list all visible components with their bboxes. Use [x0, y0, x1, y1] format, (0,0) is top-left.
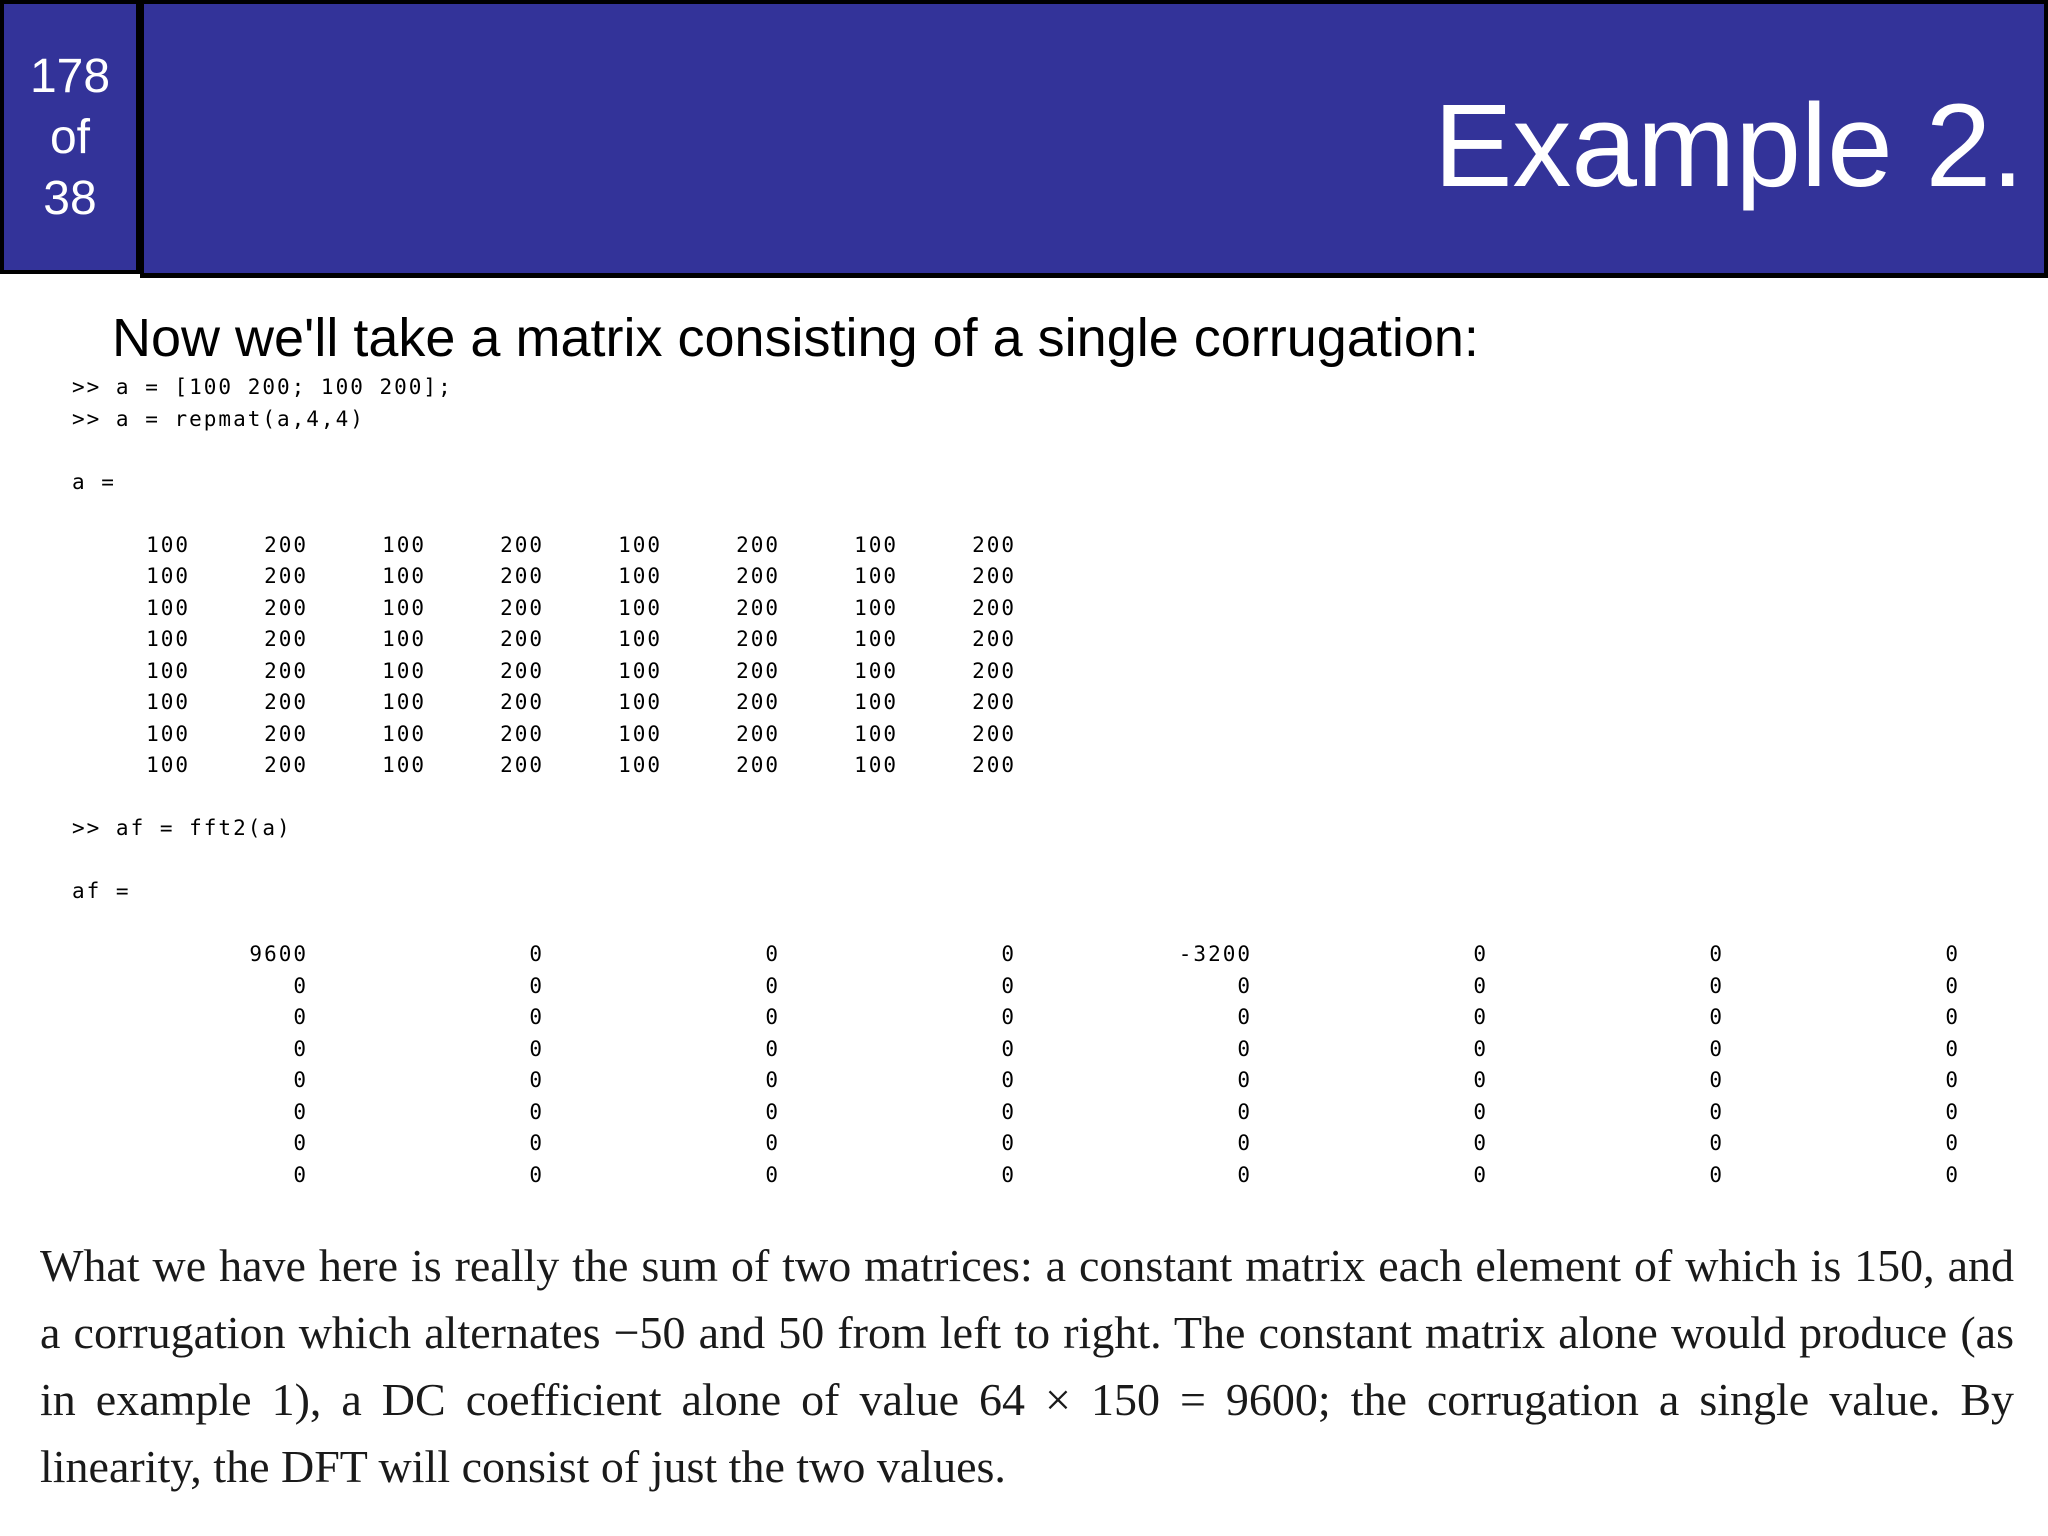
matrix-row [72, 1034, 2012, 1066]
matrix-cell: 0 [1473, 1036, 1488, 1061]
matrix-cell: 100 [146, 690, 190, 714]
console-output-label: a = [72, 469, 116, 494]
matrix-cell: 100 [618, 690, 662, 714]
matrix-cell: 100 [618, 627, 662, 651]
matrix-cell: 0 [1945, 1131, 1960, 1155]
matrix-cell: 100 [854, 690, 898, 714]
matrix-cell: 0 [1001, 973, 1016, 998]
matrix-row [72, 624, 2012, 656]
matrix-cell: 200 [736, 595, 780, 620]
matrix-cell: 200 [736, 753, 780, 777]
matrix-cell: 0 [1945, 1099, 1960, 1124]
matrix-cell: 200 [500, 532, 544, 557]
matrix-cell: 200 [736, 658, 780, 683]
matrix-cell: 200 [736, 721, 780, 746]
matrix-row [72, 1097, 2012, 1129]
matrix-cell: 0 [1709, 942, 1724, 966]
matrix-cell: 100 [618, 564, 662, 588]
matrix-cell: 100 [382, 721, 426, 746]
matrix-cell: 100 [146, 564, 190, 588]
matrix-cell: 0 [1001, 1068, 1016, 1092]
matrix-cell: 0 [1237, 1131, 1252, 1155]
intro-text: Now we'll take a matrix consisting of a single corrugation: [112, 308, 1479, 368]
matrix-cell: 200 [500, 627, 544, 651]
matrix-cell: 0 [1945, 1005, 1960, 1029]
matrix-cell: 0 [1473, 1162, 1488, 1187]
matrix-cell: 200 [972, 595, 1016, 620]
matrix-cell: 0 [529, 973, 544, 998]
matrix-cell: 100 [618, 532, 662, 557]
matrix-cell: 0 [529, 1036, 544, 1061]
matrix-cell: 100 [146, 753, 190, 777]
matrix-cell: 0 [293, 1099, 308, 1124]
matrix-cell: 0 [1709, 1099, 1724, 1124]
matrix-cell: 100 [854, 658, 898, 683]
matrix-cell: 200 [264, 690, 308, 714]
matrix-row [72, 1065, 2012, 1097]
matrix-cell: 0 [1001, 1162, 1016, 1187]
matrix-cell: 0 [293, 1005, 308, 1029]
matrix-cell: 0 [765, 1068, 780, 1092]
matrix-row [72, 939, 2012, 971]
matrix-cell: 0 [765, 973, 780, 998]
matrix-cell: 200 [972, 532, 1016, 557]
matrix-cell: 0 [293, 1036, 308, 1061]
matrix-cell: 200 [736, 690, 780, 714]
matrix-row [72, 1160, 2012, 1192]
matrix-cell: 0 [1709, 1005, 1724, 1029]
matrix-cell: 0 [1237, 1099, 1252, 1124]
matlab-console [72, 372, 2012, 1191]
matrix-cell: 200 [972, 753, 1016, 777]
slide-counter [0, 0, 140, 274]
matrix-cell: 0 [1237, 973, 1252, 998]
matrix-cell: 200 [264, 721, 308, 746]
matrix-row [72, 593, 2012, 625]
matrix-cell: 0 [1001, 1099, 1016, 1124]
console-output-label: af = [72, 879, 131, 903]
paragraph-text: What we have here is really the sum of two matrices: a constant matrix each element of which is 150, and a corrugation which alternates −50 and 50 from left to right. The constant matrix alone would produce (as in example 1), a DC coefficient alone of value 64 × 150 = 9600; the corrugation a single value. By linearity, the DFT will consist of just the two values. [40, 1240, 2014, 1492]
matrix-cell: 100 [618, 753, 662, 777]
console-command: >> a = repmat(a,4,4) [72, 406, 365, 431]
matrix-cell: 200 [264, 658, 308, 683]
matrix-cell: 0 [765, 1005, 780, 1029]
matrix-cell: 0 [765, 1099, 780, 1124]
matrix-cell: 100 [382, 564, 426, 588]
title-bar [140, 0, 2048, 278]
matrix-cell: -3200 [1178, 942, 1252, 966]
matrix-a [72, 530, 2012, 782]
matrix-af [72, 939, 2012, 1191]
matrix-cell: 100 [854, 753, 898, 777]
matrix-cell: 0 [1709, 973, 1724, 998]
matrix-cell: 200 [500, 690, 544, 714]
matrix-cell: 0 [293, 973, 308, 998]
matrix-cell: 200 [264, 627, 308, 651]
matrix-cell: 0 [1709, 1036, 1724, 1061]
matrix-cell: 0 [1473, 1005, 1488, 1029]
matrix-row [72, 561, 2012, 593]
matrix-cell: 100 [618, 721, 662, 746]
matrix-cell: 100 [146, 595, 190, 620]
matrix-cell: 100 [146, 658, 190, 683]
console-command: >> a = [100 200; 100 200]; [72, 375, 453, 399]
matrix-cell: 0 [1945, 942, 1960, 966]
matrix-cell: 0 [293, 1068, 308, 1092]
matrix-cell: 0 [765, 942, 780, 966]
matrix-cell: 0 [529, 1162, 544, 1187]
matrix-cell: 0 [529, 1068, 544, 1092]
matrix-row [72, 687, 2012, 719]
matrix-cell: 0 [1709, 1131, 1724, 1155]
matrix-cell: 200 [972, 690, 1016, 714]
matrix-cell: 0 [765, 1036, 780, 1061]
matrix-cell: 100 [854, 564, 898, 588]
matrix-cell: 0 [1001, 1036, 1016, 1061]
matrix-cell: 0 [1237, 1068, 1252, 1092]
matrix-cell: 200 [972, 627, 1016, 651]
matrix-cell: 200 [264, 564, 308, 588]
matrix-cell: 0 [1001, 1005, 1016, 1029]
matrix-row [72, 656, 2012, 688]
matrix-cell: 0 [1709, 1068, 1724, 1092]
matrix-cell: 0 [1709, 1162, 1724, 1187]
matrix-cell: 0 [1237, 1036, 1252, 1061]
matrix-cell: 0 [529, 1131, 544, 1155]
matrix-cell: 0 [1001, 942, 1016, 966]
matrix-row [72, 1002, 2012, 1034]
matrix-cell: 0 [293, 1131, 308, 1155]
matrix-cell: 100 [854, 721, 898, 746]
matrix-cell: 0 [1945, 1068, 1960, 1092]
matrix-cell: 100 [146, 721, 190, 746]
matrix-cell: 0 [765, 1131, 780, 1155]
matrix-row [72, 971, 2012, 1003]
slide-number: 178 [29, 49, 111, 103]
slide-total: 38 [43, 171, 97, 225]
matrix-cell: 100 [618, 658, 662, 683]
matrix-cell: 0 [1945, 973, 1960, 998]
matrix-cell: 0 [1945, 1162, 1960, 1187]
matrix-cell: 200 [264, 532, 308, 557]
matrix-row [72, 750, 2012, 782]
matrix-cell: 200 [264, 595, 308, 620]
matrix-cell: 200 [500, 564, 544, 588]
matrix-row [72, 530, 2012, 562]
slide-of-label: of [49, 110, 91, 164]
matrix-cell: 200 [500, 595, 544, 620]
matrix-cell: 200 [500, 721, 544, 746]
matrix-cell: 100 [618, 595, 662, 620]
matrix-cell: 0 [1473, 942, 1488, 966]
matrix-cell: 100 [382, 532, 426, 557]
matrix-cell: 0 [529, 942, 544, 966]
matrix-cell: 0 [1473, 1068, 1488, 1092]
matrix-cell: 0 [529, 1099, 544, 1124]
matrix-cell: 200 [736, 564, 780, 588]
matrix-cell: 200 [972, 564, 1016, 588]
matrix-cell: 0 [1945, 1036, 1960, 1061]
matrix-cell: 200 [736, 532, 780, 557]
matrix-cell: 200 [972, 658, 1016, 683]
matrix-cell: 100 [854, 532, 898, 557]
matrix-cell: 100 [146, 627, 190, 651]
matrix-cell: 0 [529, 1005, 544, 1029]
matrix-cell: 200 [972, 721, 1016, 746]
matrix-cell: 100 [382, 595, 426, 620]
matrix-cell: 100 [382, 753, 426, 777]
matrix-cell: 100 [382, 627, 426, 651]
matrix-cell: 100 [382, 658, 426, 683]
matrix-cell: 0 [293, 1162, 308, 1187]
slide-title: Example 2. [1433, 80, 2024, 212]
matrix-cell: 100 [854, 627, 898, 651]
matrix-cell: 200 [736, 627, 780, 651]
matrix-cell: 200 [500, 753, 544, 777]
matrix-row [72, 719, 2012, 751]
explanation-paragraph [40, 1232, 2014, 1500]
matrix-cell: 100 [146, 532, 190, 557]
matrix-cell: 0 [1237, 1162, 1252, 1187]
matrix-cell: 0 [1473, 1099, 1488, 1124]
matrix-cell: 200 [264, 753, 308, 777]
console-command: >> af = fft2(a) [72, 816, 292, 840]
matrix-cell: 0 [1473, 973, 1488, 998]
matrix-cell: 0 [1473, 1131, 1488, 1155]
matrix-cell: 0 [1237, 1005, 1252, 1029]
matrix-cell: 100 [854, 595, 898, 620]
matrix-cell: 0 [765, 1162, 780, 1187]
matrix-row [72, 1128, 2012, 1160]
matrix-cell: 9600 [249, 942, 308, 966]
matrix-cell: 200 [500, 658, 544, 683]
matrix-cell: 100 [382, 690, 426, 714]
matrix-cell: 0 [1001, 1131, 1016, 1155]
